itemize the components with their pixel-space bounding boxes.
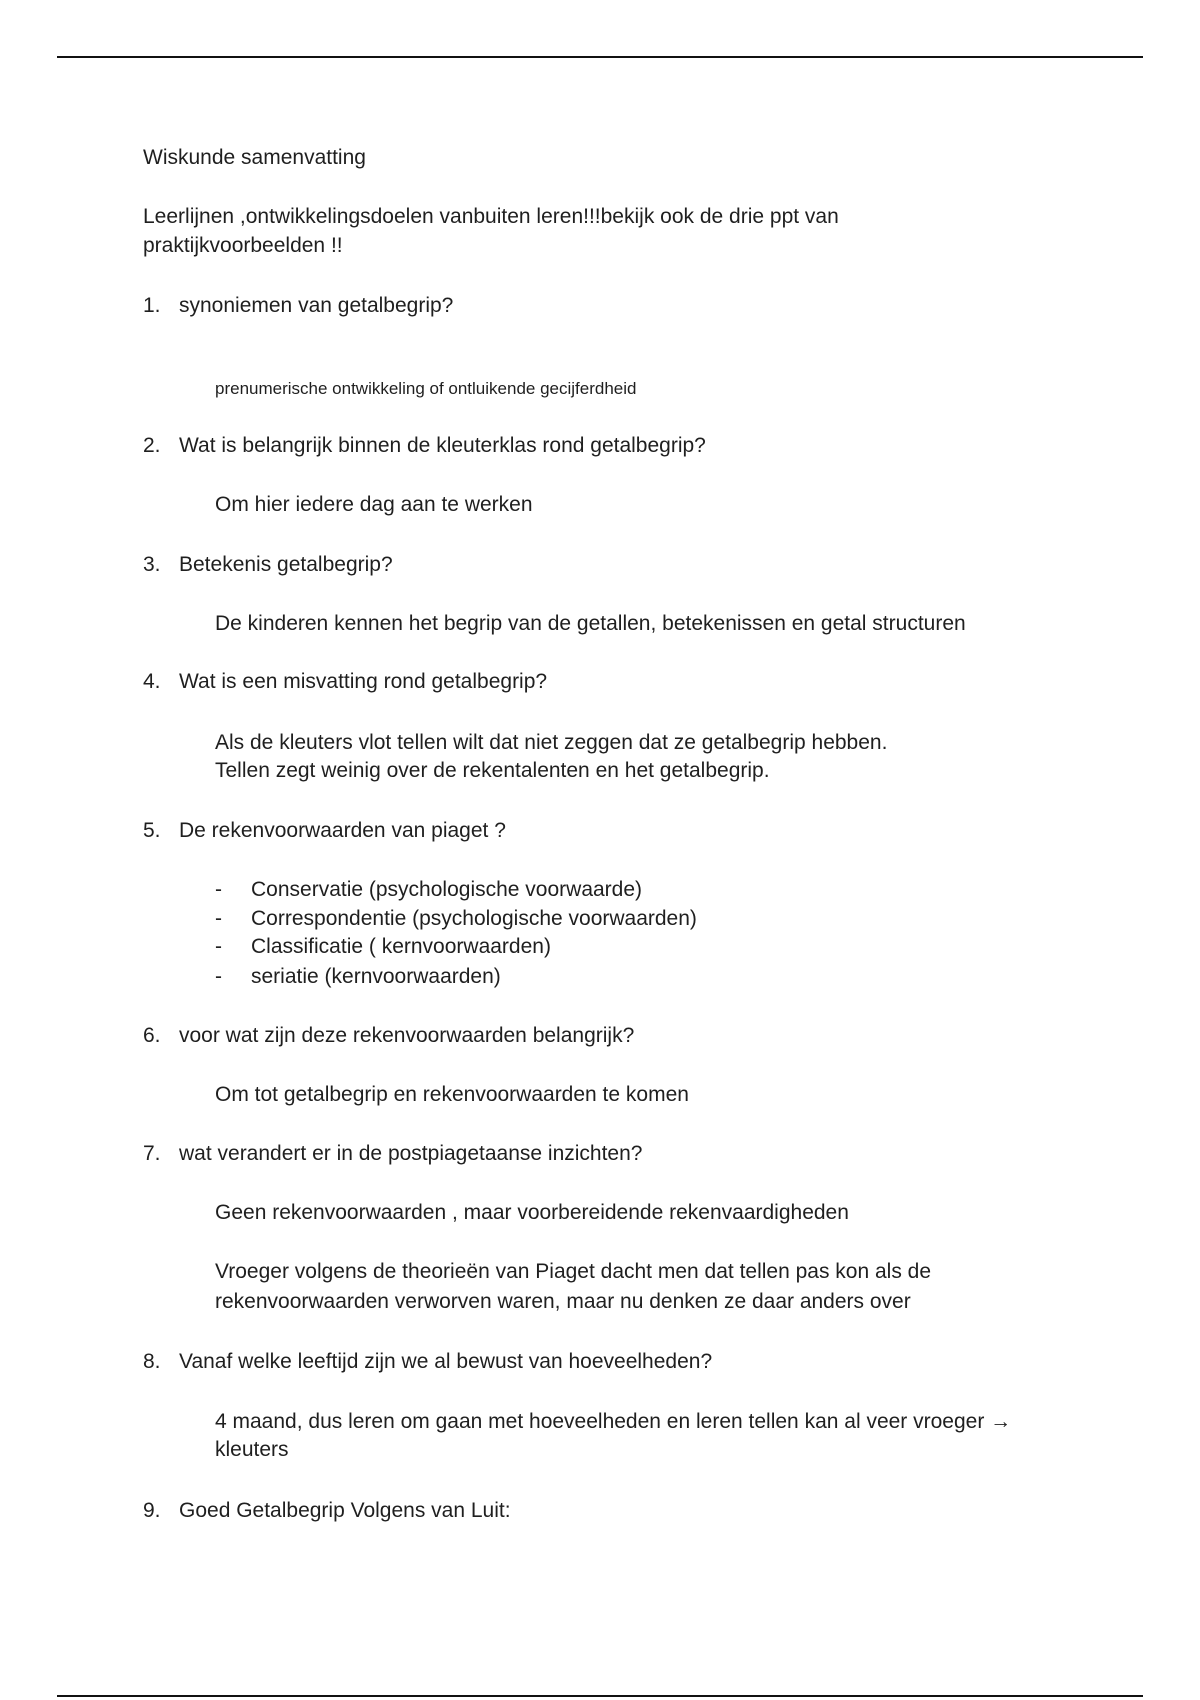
answer-3: De kinderen kennen het begrip van de getallen, betekenissen en getal structuren [215, 612, 966, 635]
answer-8-line-1: 4 maand, dus leren om gaan met hoeveelheden en leren tellen kan al veer vroeger → [215, 1410, 1012, 1433]
bullet-item: - Classificatie ( kernvoorwaarden) [215, 935, 551, 958]
question-7: 7. wat verandert er in de postpiagetaanse inzichten? [143, 1142, 643, 1165]
question-9: 9. Goed Getalbegrip Volgens van Luit: [143, 1499, 511, 1522]
bullet-item: - Correspondentie (psychologische voorwaarden) [215, 907, 697, 930]
question-2: 2. Wat is belangrijk binnen de kleuterklas rond getalbegrip? [143, 434, 706, 457]
question-5: 5. De rekenvoorwaarden van piaget ? [143, 819, 506, 842]
answer-7-line-3: rekenvoorwaarden verworven waren, maar nu denken ze daar anders over [215, 1290, 911, 1313]
answer-7-line-1: Geen rekenvoorwaarden , maar voorbereidende rekenvaardigheden [215, 1201, 849, 1224]
question-6: 6. voor wat zijn deze rekenvoorwaarden belangrijk? [143, 1024, 635, 1047]
document-title: Wiskunde samenvatting [143, 146, 366, 169]
bullet-item: - seriatie (kernvoorwaarden) [215, 965, 501, 988]
answer-6: Om tot getalbegrip en rekenvoorwaarden te komen [215, 1083, 689, 1106]
answer-8-line-2: kleuters [215, 1438, 289, 1461]
bullet-item: - Conservatie (psychologische voorwaarde) [215, 878, 643, 901]
question-3: 3. Betekenis getalbegrip? [143, 553, 393, 576]
answer-4-line-2: Tellen zegt weinig over de rekentalenten en het getalbegrip. [215, 759, 770, 782]
intro-line-1: Leerlijnen ,ontwikkelingsdoelen vanbuiten leren!!!bekijk ook de drie ppt van [143, 205, 839, 228]
answer-4-line-1: Als de kleuters vlot tellen wilt dat niet zeggen dat ze getalbegrip hebben. [215, 731, 888, 754]
answer-1: prenumerische ontwikkeling of ontluikende gecijferdheid [215, 379, 637, 398]
answer-2: Om hier iedere dag aan te werken [215, 493, 533, 516]
intro-line-2: praktijkvoorbeelden !! [143, 234, 343, 257]
question-1: 1. synoniemen van getalbegrip? [143, 294, 454, 317]
question-4: 4. Wat is een misvatting rond getalbegrip? [143, 670, 548, 693]
answer-7-line-2: Vroeger volgens de theorieën van Piaget dacht men dat tellen pas kon als de [215, 1260, 932, 1283]
question-8: 8. Vanaf welke leeftijd zijn we al bewust van hoeveelheden? [143, 1350, 713, 1373]
